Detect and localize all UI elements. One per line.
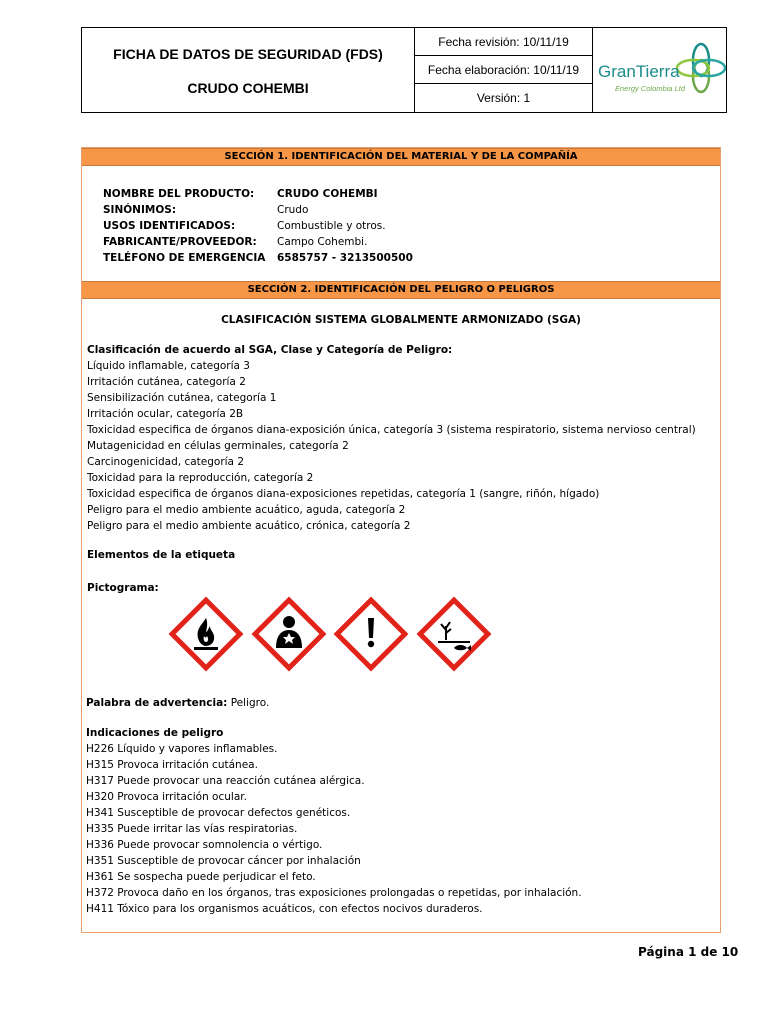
id-value: Combustible y otros. bbox=[277, 220, 386, 232]
logo-subtitle: Energy Colombia Ltd bbox=[615, 84, 686, 93]
header-title-cell bbox=[82, 28, 415, 112]
id-value: Crudo bbox=[277, 204, 309, 216]
classification-item: Líquido inflamable, categoría 3 bbox=[87, 360, 250, 372]
id-value: 6585757 - 3213500500 bbox=[277, 252, 413, 264]
classification-item: Toxicidad especifica de órganos diana-exposiciones repetidas, categoría 1 (sangre, riñón, hígado) bbox=[87, 488, 600, 500]
hazard-heading: Indicaciones de peligro bbox=[86, 727, 224, 739]
classification-item: Peligro para el medio ambiente acuático, crónica, categoría 2 bbox=[87, 520, 411, 532]
hazard-statement: H317 Puede provocar una reacción cutánea alérgica. bbox=[86, 775, 365, 787]
id-key: FABRICANTE/PROVEEDOR: bbox=[103, 236, 257, 248]
classification-item: Sensibilización cutánea, categoría 1 bbox=[87, 392, 277, 404]
company-logo bbox=[593, 28, 726, 112]
hazard-statement: H351 Susceptible de provocar cáncer por inhalación bbox=[86, 855, 361, 867]
id-key: TELÉFONO DE EMERGENCIA bbox=[103, 252, 266, 264]
classification-heading: Clasificación de acuerdo al SGA, Clase y Categoría de Peligro: bbox=[87, 344, 453, 356]
label-elements-heading: Elementos de la etiqueta bbox=[87, 549, 236, 561]
section2-header: SECCIÓN 2. IDENTIFICACIÓN DEL PELIGRO O PELIGROS bbox=[82, 281, 720, 299]
section1-header: SECCIÓN 1. IDENTIFICACIÓN DEL MATERIAL Y DE LA COMPAÑÍA bbox=[82, 148, 720, 166]
id-key: NOMBRE DEL PRODUCTO: bbox=[103, 188, 255, 200]
classification-item: Irritación ocular, categoría 2B bbox=[87, 408, 244, 420]
hazard-statement: H361 Se sospecha puede perjudicar el feto. bbox=[86, 871, 316, 883]
id-value: CRUDO COHEMBI bbox=[277, 188, 378, 200]
classification-item: Toxicidad especifica de órganos diana-exposición única, categoría 3 (sistema respiratorio, sistema nervioso central) bbox=[87, 424, 696, 436]
version: Versión: 1 bbox=[476, 91, 531, 105]
signal-word-row bbox=[86, 697, 269, 709]
hazard-statement: H341 Susceptible de provocar defectos genéticos. bbox=[86, 807, 351, 819]
sga-subtitle: CLASIFICACIÓN SISTEMA GLOBALMENTE ARMONIZADO (SGA) bbox=[221, 314, 581, 326]
pictogram-label: Pictograma: bbox=[87, 582, 159, 594]
health-hazard-icon bbox=[251, 596, 327, 672]
hazard-statement: H336 Puede provocar somnolencia o vértigo. bbox=[86, 839, 323, 851]
hazard-statement: H315 Provoca irritación cutánea. bbox=[86, 759, 258, 771]
product-title: CRUDO COHEMBI bbox=[187, 80, 309, 96]
signal-word: Peligro. bbox=[227, 697, 270, 709]
hazard-statement: H320 Provoca irritación ocular. bbox=[86, 791, 247, 803]
environment-icon bbox=[416, 596, 492, 672]
classification-item: Mutagenicidad en células germinales, categoría 2 bbox=[87, 440, 349, 452]
signal-word-label: Palabra de advertencia: bbox=[86, 697, 228, 709]
classification-item: Peligro para el medio ambiente acuático, aguda, categoría 2 bbox=[87, 504, 406, 516]
id-value: Campo Cohembi. bbox=[277, 236, 368, 248]
flame-icon bbox=[168, 596, 244, 672]
logo-name: GranTierra bbox=[598, 62, 680, 81]
hazard-statement: H335 Puede irritar las vías respiratorias. bbox=[86, 823, 298, 835]
id-key: SINÓNIMOS: bbox=[103, 204, 177, 216]
hazard-statement: H226 Líquido y vapores inflamables. bbox=[86, 743, 278, 755]
revision-date: Fecha revisión: 10/11/19 bbox=[415, 28, 592, 56]
classification-item: Carcinogenicidad, categoría 2 bbox=[87, 456, 245, 468]
exclamation-icon bbox=[333, 596, 409, 672]
page-number: Página 1 de 10 bbox=[638, 945, 739, 959]
classification-item: Irritación cutánea, categoría 2 bbox=[87, 376, 246, 388]
id-key: USOS IDENTIFICADOS: bbox=[103, 220, 236, 232]
header-dates-cell bbox=[415, 28, 593, 112]
document-title: FICHA DE DATOS DE SEGURIDAD (FDS) bbox=[113, 46, 383, 62]
document-header bbox=[81, 27, 727, 113]
classification-item: Toxicidad para la reproducción, categoría 2 bbox=[87, 472, 314, 484]
hazard-statement: H372 Provoca daño en los órganos, tras exposiciones prolongadas o repetidas, por inhalación. bbox=[86, 887, 582, 899]
hazard-statement: H411 Tóxico para los organismos acuáticos, con efectos nocivos duraderos. bbox=[86, 903, 483, 915]
elaboration-date: Fecha elaboración: 10/11/19 bbox=[415, 56, 592, 84]
